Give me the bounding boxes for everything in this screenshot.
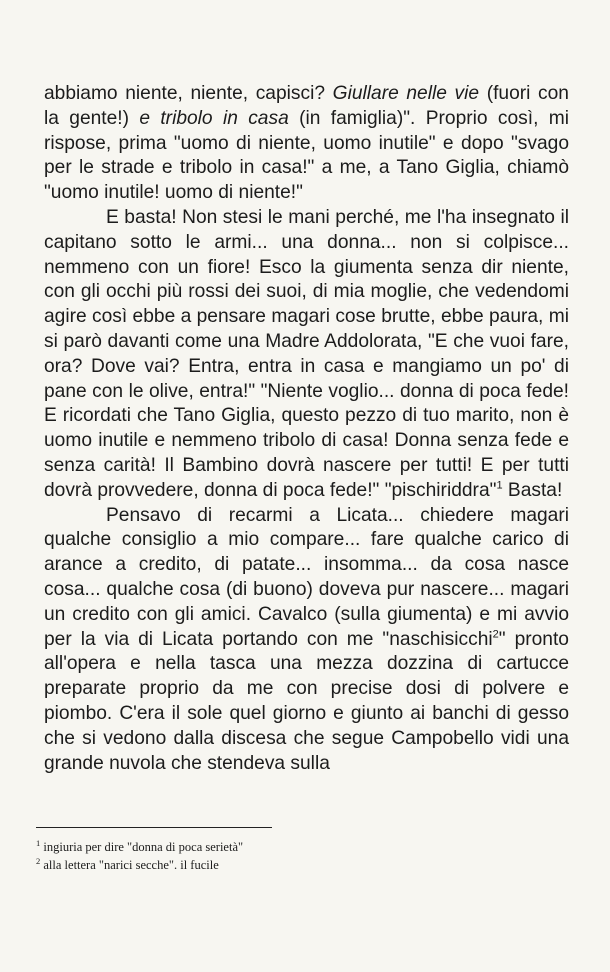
footnote-number: 1: [36, 837, 41, 848]
footnote-text: ingiuria per dire "donna di poca serietà": [43, 840, 244, 854]
paragraph-1: [44, 82, 569, 206]
footnote-divider: [36, 827, 272, 828]
text-run: (fuori con la gente!): [44, 83, 569, 129]
paragraph-2: [44, 206, 569, 504]
footnote-text: alla lettera "narici secche". il fucile: [43, 858, 219, 872]
text-run: Pensavo di recarmi a Licata... chiedere magari qualche consiglio a mio compare... fare qualche carico di arance a credito, di patate... insomma... da cosa nasce cosa... qualche cosa (di buono) doveva pur nascere... magari un credito con gli amici. Cavalco (sulla giumenta) e mi avvio per la via di Licata portando con me "naschisicchi: [44, 504, 569, 650]
footnote-1: [36, 838, 556, 856]
footnote-2: [36, 856, 556, 874]
text-run: E basta! Non stesi le mani perché, me l'ha insegnato il capitano sotto le armi... una donna... non si colpisce... nemmeno con un fiore! Esco la giumenta senza dir niente, con gli occhi più rossi dei suoi, di mia moglie, che vedendomi agire così ebbe a pensare magari cose brutte, ebbe paura, mi si parò davanti come una Madre Addolorata, "E che vuoi fare, ora? Dove vai? Entra, entra in casa e mangiamo un po' di pane con le olive, entra!" "Niente voglio... donna di poca fede! E ricordati che Tano Giglia, questo pezzo di tuo marito, non è uomo inutile e nemmeno tribolo di casa! Donna senza fede e senza carità! Il Bambino dovrà nascere per tutti! E per tutti dovrà provvedere, donna di poca fede!" "pischiriddra": [44, 206, 569, 501]
footnotes: [36, 838, 556, 874]
text-run: abbiamo niente, niente, capisci?: [44, 83, 333, 104]
footnote-ref-1: 1: [496, 479, 503, 492]
paragraph-3: [44, 504, 569, 777]
italic-run: Giullare nelle vie: [332, 83, 480, 104]
italic-run: e tribolo in casa: [139, 107, 289, 129]
text-run: Basta!: [502, 479, 563, 501]
text-run: (in famiglia)". Proprio così, mi rispose, prima "uomo di niente, uomo inutile" e dopo "svago per le strade e tribolo in casa!" a me, a Tano Giglia, chiamò "uomo inutile! uomo di niente!": [44, 107, 570, 204]
footnote-number: 2: [36, 855, 41, 866]
page-body: [44, 82, 569, 776]
footnote-ref-2: 2: [492, 628, 499, 641]
text-run: " pronto all'opera e nella tasca una mezza dozzina di cartucce preparate proprio da me con precise dosi di polvere e piombo. C'era il sole quel giorno e giunto ai banchi di gesso che si vedono dalla discesa che segue Campobello vidi una grande nuvola che stendeva sulla: [44, 628, 569, 774]
